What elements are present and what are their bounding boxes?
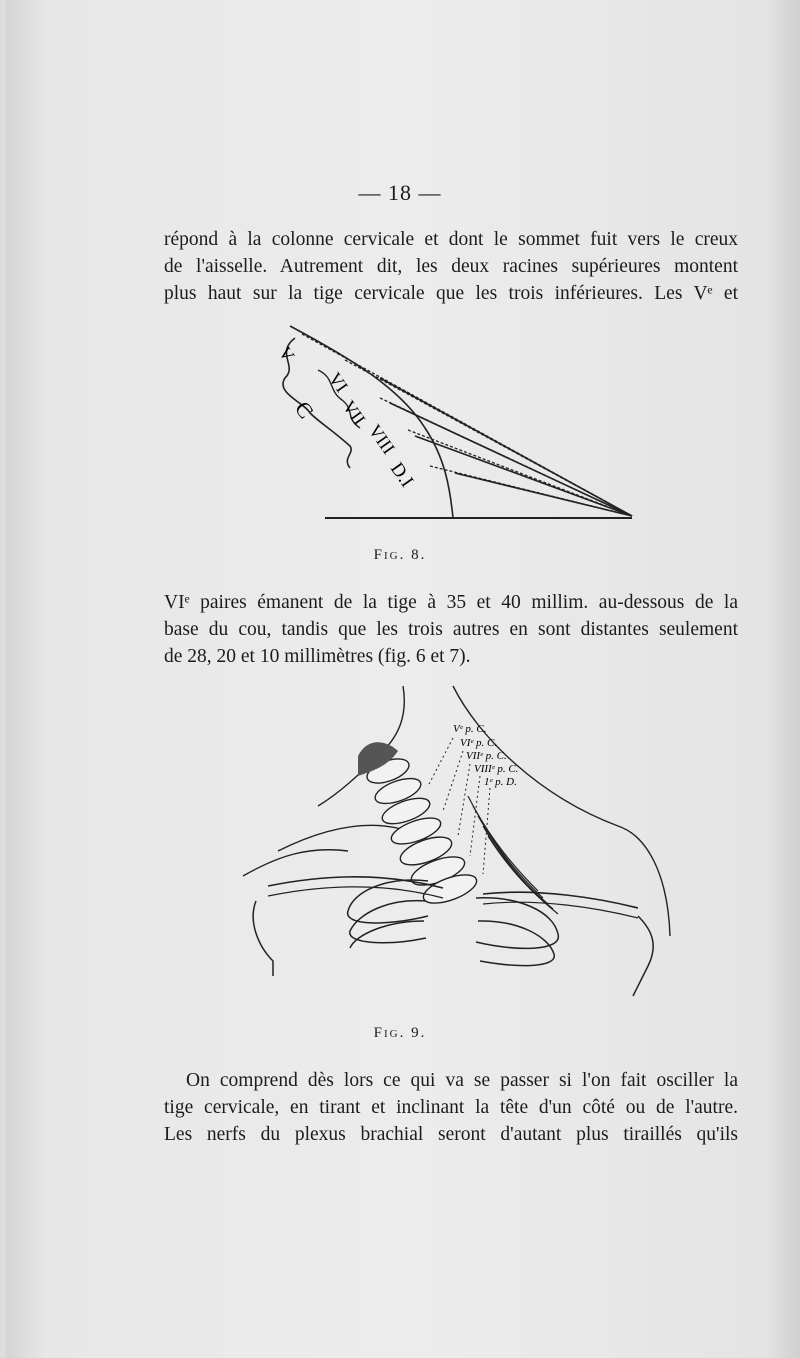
figure-8-label-viii: VIII: [364, 420, 399, 458]
figure-8-label-v: V: [274, 342, 299, 365]
paragraph-1-line: répond à la colonne cervicale et dont le sommet fuit vers le creux: [164, 229, 738, 250]
page-number: — 18 —: [358, 180, 442, 205]
paragraph-1: [164, 226, 738, 307]
figure-8-label-d1: D.I: [385, 458, 418, 492]
paragraph-1-line: plus haut sur la tige cervicale que les trois inférieures. Les Vᵉ et: [164, 283, 738, 304]
figure-8-label-vi: VI: [324, 368, 353, 396]
paragraph-2: [164, 589, 738, 670]
paragraph-2-line: VIᵉ paires émanent de la tige à 35 et 40 millim. au-dessous de la: [164, 592, 738, 613]
paragraph-1-line: de l'aisselle. Autrement dit, les deux racines supérieures montent: [164, 256, 738, 277]
figure-9-label-6c: VIᵉ p. C.: [460, 737, 498, 749]
paragraph-3-line: Les nerfs du plexus brachial seront d'autant plus tiraillés qu'ils: [164, 1124, 738, 1145]
figure-9-label-5c: Vᵉ p. C.: [453, 723, 487, 735]
paragraph-3-line: tige cervicale, en tirant et inclinant la tête d'un côté ou de l'autre.: [164, 1097, 738, 1118]
figure-9-label-7c: VIIᵉ p. C.: [466, 750, 507, 762]
figure-8-diagram: [250, 318, 650, 528]
figure-9-label-8c: VIIIᵉ p. C.: [474, 763, 519, 775]
figure-8-caption: Fig. 8.: [373, 547, 427, 563]
figure-8-label-vii: VII: [338, 396, 370, 429]
figure-9-illustration: [238, 676, 678, 1016]
paragraph-3: [164, 1067, 738, 1148]
figure-8-label-c: C: [289, 396, 319, 423]
paragraph-3-line: On comprend dès lors ce qui va se passer si l'on fait osciller la: [186, 1070, 738, 1091]
paragraph-2-line: de 28, 20 et 10 millimètres (fig. 6 et 7).: [164, 646, 471, 667]
figure-9-caption: Fig. 9.: [373, 1025, 427, 1041]
paragraph-2-line: base du cou, tandis que les trois autres en sont distantes seulement: [164, 619, 738, 640]
figure-9-label-1d: 1ᵉ p. D.: [484, 776, 517, 788]
